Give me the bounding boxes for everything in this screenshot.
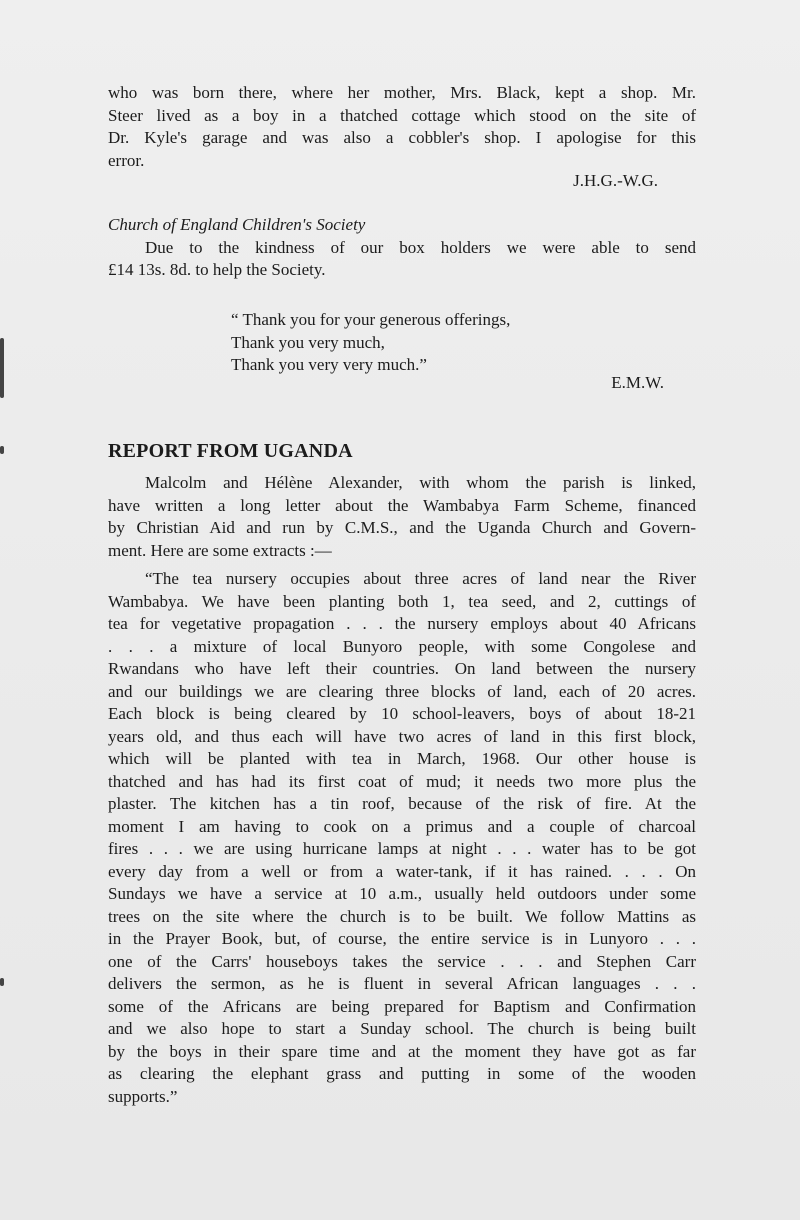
text-line: error. xyxy=(108,150,145,170)
text-line: Malcolm and Hélène Alexander, with whom the parish is linked, xyxy=(145,473,696,492)
text-line: ment. Here are some extracts :— xyxy=(108,540,332,560)
society-section xyxy=(108,214,696,282)
text-line: some of the Africans are being prepared for Baptism and Confirmation xyxy=(108,996,696,1016)
text-line: . . . a mixture of local Bunyoro people, with some Congolese and xyxy=(108,636,696,656)
page-edge-mark xyxy=(0,978,4,986)
text-line: by Christian Aid and run by C.M.S., and the Uganda Church and Govern- xyxy=(108,518,696,537)
society-signature-block xyxy=(108,372,696,395)
text-line: Rwandans who have left their countries. On land between the nursery xyxy=(108,659,696,678)
intro-signature-block xyxy=(108,170,696,193)
text-line: Each block is being cleared by 10 school-leavers, boys of about 18-21 xyxy=(108,704,696,723)
report-paragraph-2 xyxy=(108,568,696,1108)
text-line: Due to the kindness of our box holders we were able to send xyxy=(145,237,696,257)
text-line: delivers the sermon, as he is fluent in several African languages . . . xyxy=(108,974,696,993)
text-line: supports.” xyxy=(108,1086,178,1106)
report-paragraph-1 xyxy=(108,472,696,562)
text-line: £14 13s. 8d. to help the Society. xyxy=(108,260,326,279)
text-line: years old, and thus each will have two acres of land in this first block, xyxy=(108,726,696,746)
poem xyxy=(231,309,651,377)
society-heading: Church of England Children's Society xyxy=(108,215,366,234)
page-edge-mark xyxy=(0,338,4,398)
poem-line: Thank you very very much.” xyxy=(231,355,427,374)
text-line: Dr. Kyle's garage and was also a cobbler's shop. I apologise for this xyxy=(108,128,696,147)
text-line: who was born there, where her mother, Mrs. Black, kept a shop. Mr. xyxy=(108,83,696,102)
text-line: Steer lived as a boy in a thatched cottage which stood on the site of xyxy=(108,105,696,125)
text-line: as clearing the elephant grass and putting in some of the wooden xyxy=(108,1064,696,1083)
text-line: every day from a well or from a water-tank, if it has rained. . . . On xyxy=(108,861,696,881)
text-line: one of the Carrs' houseboys takes the service . . . and Stephen Carr xyxy=(108,951,696,971)
text-line: and we also hope to start a Sunday school. The church is being built xyxy=(108,1019,696,1038)
page-edge-mark xyxy=(0,446,4,454)
poem-line: Thank you very much, xyxy=(231,332,385,352)
text-line: tea for vegetative propagation . . . the nursery employs about 40 Africans xyxy=(108,614,696,633)
intro-paragraph xyxy=(108,82,696,172)
poem-line: “ Thank you for your generous offerings, xyxy=(231,310,511,329)
text-line: Sundays we have a service at 10 a.m., usually held outdoors under some xyxy=(108,884,696,903)
text-line: thatched and has had its first coat of mud; it needs two more plus the xyxy=(108,771,696,791)
text-line: “The tea nursery occupies about three acres of land near the River xyxy=(145,569,696,588)
report-title-block xyxy=(108,440,696,463)
text-line: fires . . . we are using hurricane lamps at night . . . water has to be got xyxy=(108,839,696,858)
text-line: which will be planted with tea in March, 1968. Our other house is xyxy=(108,749,696,768)
text-line: trees on the site where the church is to be built. We follow Mattins as xyxy=(108,906,696,926)
report-title: REPORT FROM UGANDA xyxy=(108,440,353,462)
text-line: by the boys in their spare time and at the moment they have got as far xyxy=(108,1041,696,1061)
intro-signature: J.H.G.-W.G. xyxy=(573,171,658,190)
text-line: and our buildings we are clearing three blocks of land, each of 20 acres. xyxy=(108,681,696,701)
text-line: plaster. The kitchen has a tin roof, because of the risk of fire. At the xyxy=(108,794,696,813)
society-signature: E.M.W. xyxy=(611,373,664,392)
text-line: have written a long letter about the Wambabya Farm Scheme, financed xyxy=(108,495,696,515)
text-line: moment I am having to cook on a primus and a couple of charcoal xyxy=(108,816,696,836)
text-line: in the Prayer Book, but, of course, the entire service is in Lunyoro . . . xyxy=(108,929,696,948)
text-line: Wambabya. We have been planting both 1, tea seed, and 2, cuttings of xyxy=(108,591,696,611)
